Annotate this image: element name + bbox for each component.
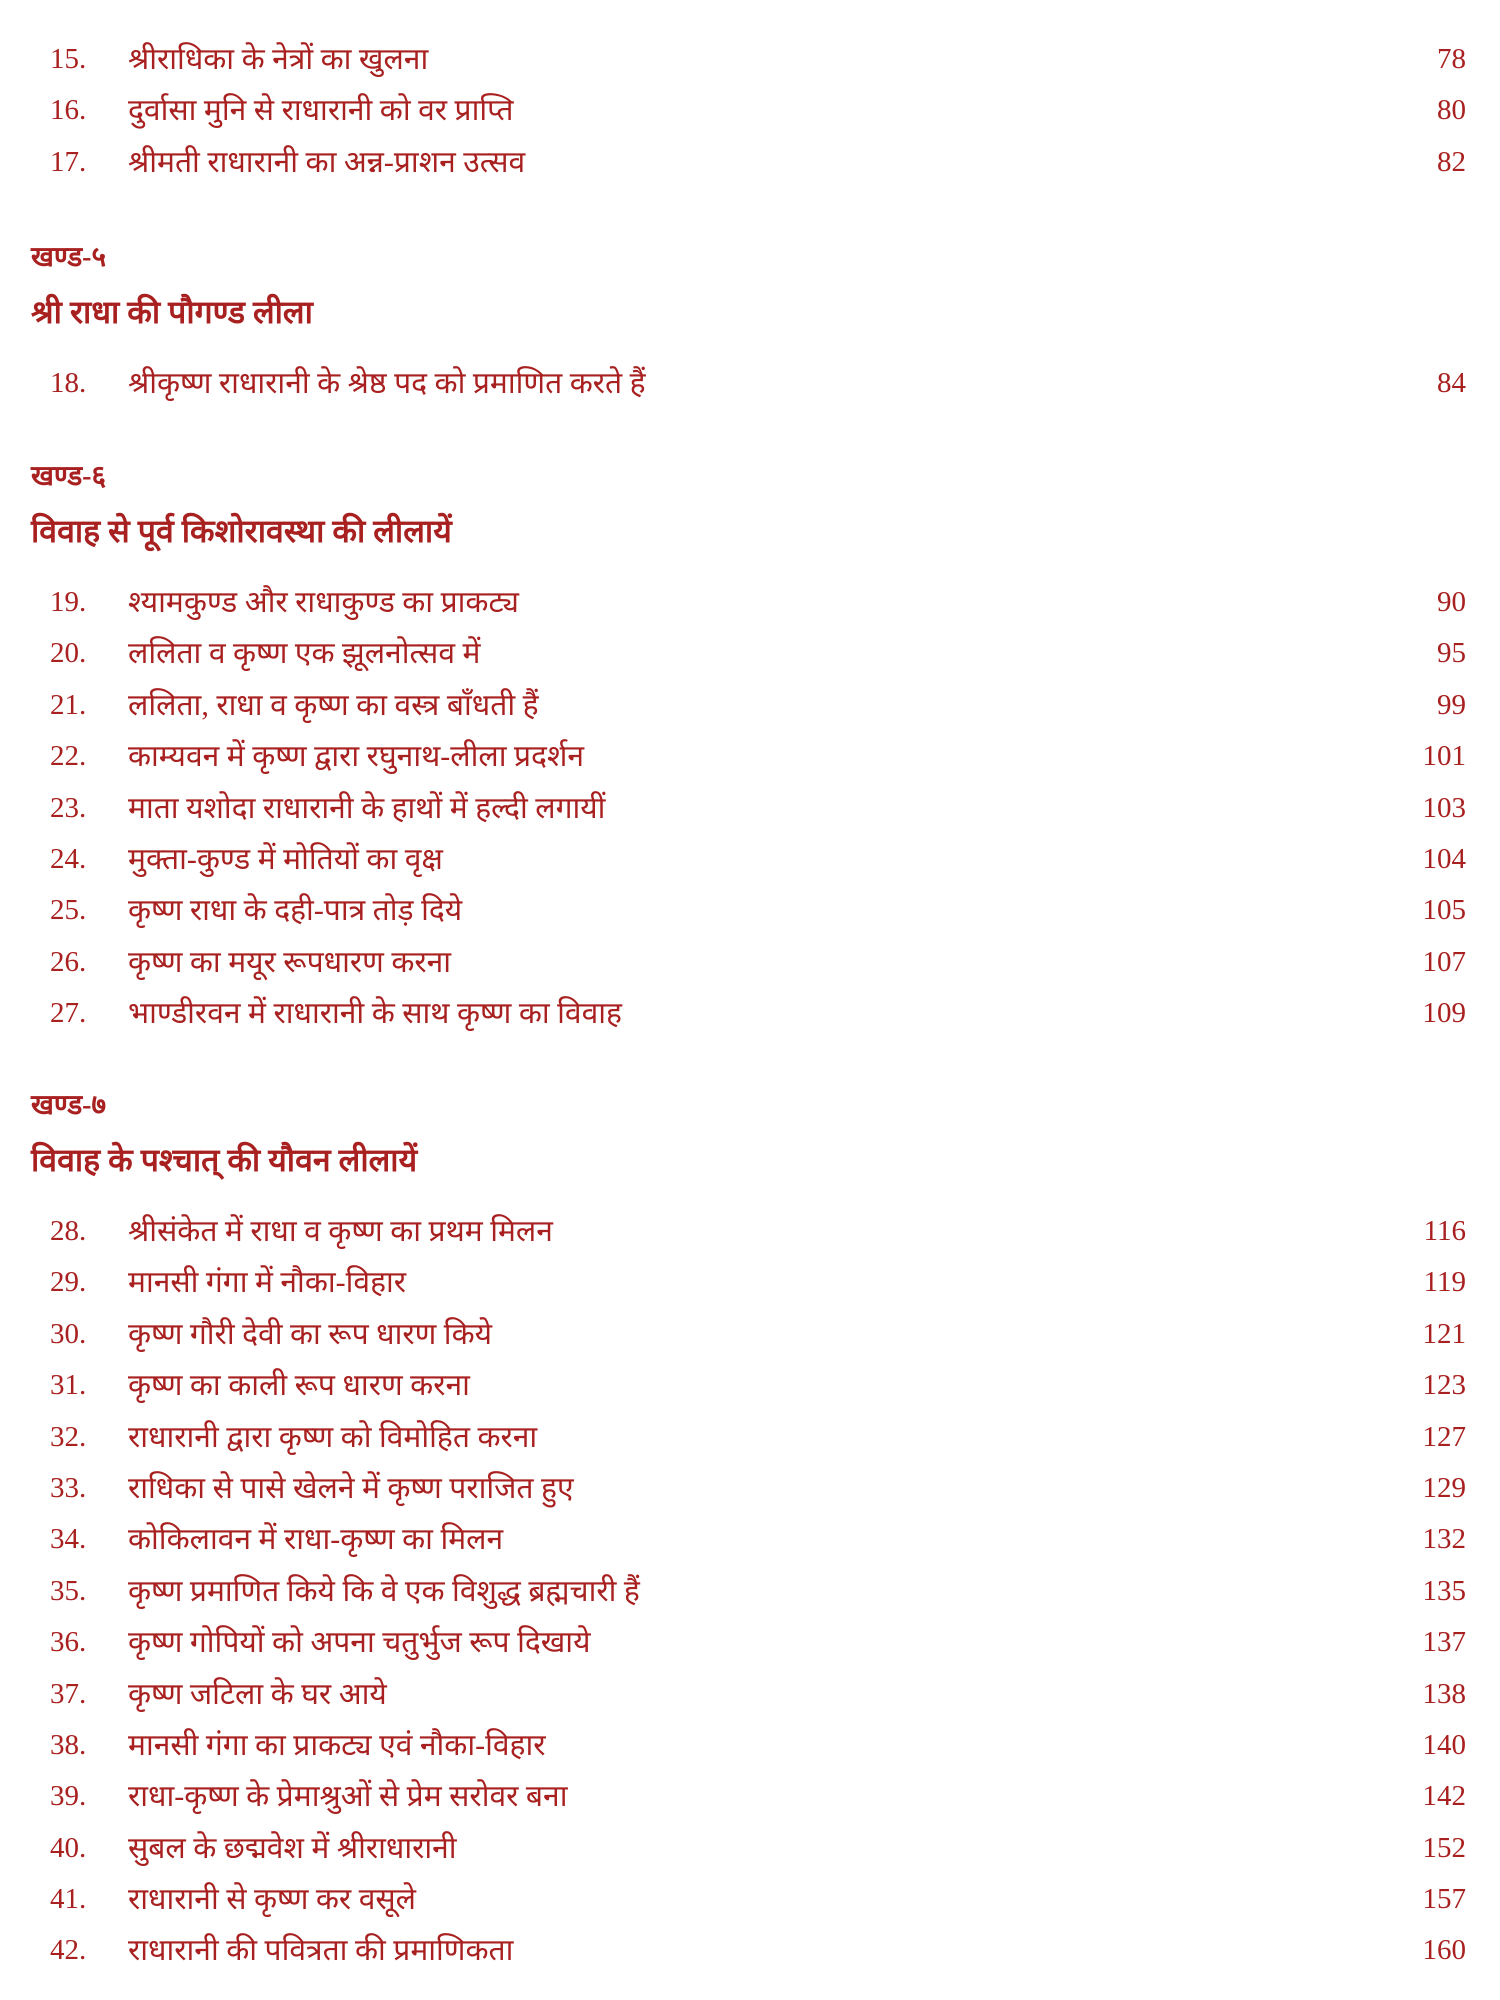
page-number: 105 (1422, 894, 1466, 927)
toc-entry (0, 1925, 1500, 1976)
toc-section-5 (0, 230, 1500, 409)
entry-title: राधारानी की पवित्रता की प्रमाणिकता (128, 1934, 514, 1968)
entry-number: 28. (50, 1215, 87, 1247)
entry-title: राधारानी से कृष्ण कर वसूले (128, 1883, 416, 1917)
page-number: 137 (1422, 1626, 1466, 1659)
toc-entry (0, 1566, 1500, 1617)
page-number: 107 (1422, 945, 1466, 978)
entry-number: 34. (50, 1523, 87, 1556)
page-number: 84 (1437, 367, 1466, 399)
entry-number: 16. (50, 94, 87, 127)
page-number: 103 (1422, 791, 1466, 824)
entry-title: श्रीमती राधारानी का अन्न-प्राशन उत्सव (128, 145, 526, 179)
entry-title: राधारानी द्वारा कृष्ण को विमोहित करना (128, 1420, 538, 1454)
toc-entry (0, 1771, 1500, 1822)
section-label: खण्ड-७ (31, 1090, 107, 1121)
page-number: 109 (1422, 997, 1466, 1030)
entry-title: श्रीराधिका के नेत्रों का खुलना (128, 43, 429, 76)
entry-title: राधिका से पासे खेलने में कृष्ण पराजित हुए (128, 1471, 574, 1505)
page-number: 152 (1422, 1831, 1466, 1864)
page-number: 78 (1437, 43, 1466, 75)
page-number: 160 (1422, 1934, 1466, 1967)
toc-entry (0, 885, 1500, 936)
entry-title: मुक्ता-कुण्ड में मोतियों का वृक्ष (128, 842, 443, 876)
entry-title: कृष्ण जटिला के घर आये (128, 1677, 387, 1711)
toc-entry (0, 1206, 1500, 1257)
entry-number: 33. (50, 1471, 87, 1504)
page-number: 95 (1437, 637, 1466, 670)
entry-title: कृष्ण गोपियों को अपना चतुर्भुज रूप दिखाये (128, 1626, 591, 1660)
toc-items (0, 358, 1500, 409)
toc-entry (0, 577, 1500, 628)
entry-number: 17. (50, 145, 87, 178)
page-number: 127 (1422, 1420, 1466, 1453)
entry-title: श्रीकृष्ण राधारानी के श्रेष्ठ पद को प्रमाणित करते हैं (128, 367, 646, 400)
page-number: 123 (1422, 1369, 1466, 1402)
page-number: 129 (1422, 1471, 1466, 1504)
entry-number: 36. (50, 1626, 87, 1659)
entry-title: कृष्ण गौरी देवी का रूप धारण किये (128, 1317, 493, 1351)
entry-title: माता यशोदा राधारानी के हाथों में हल्दी लगायीं (128, 791, 606, 825)
entry-number: 22. (50, 740, 87, 773)
entry-title: सुबल के छद्मवेश में श्रीराधारानी (128, 1831, 457, 1865)
entry-number: 21. (50, 688, 87, 721)
toc-entry (0, 1257, 1500, 1308)
toc-entry (0, 137, 1500, 188)
entry-number: 41. (50, 1883, 87, 1916)
toc-entry (0, 1617, 1500, 1668)
entry-number: 39. (50, 1780, 87, 1813)
entry-title: ललिता व कृष्ण एक झूलनोत्सव में (128, 637, 481, 671)
page-number: 80 (1437, 94, 1466, 127)
page-number: 121 (1422, 1317, 1466, 1350)
page-number: 82 (1437, 145, 1466, 178)
toc-entry (0, 358, 1500, 409)
entry-number: 32. (50, 1420, 87, 1453)
toc-entry (0, 834, 1500, 885)
section-label: खण्ड-५ (31, 242, 107, 273)
section-title: श्री राधा की पौगण्ड लीला (31, 294, 313, 330)
toc-section-continued (0, 34, 1500, 188)
entry-number: 26. (50, 945, 87, 978)
toc-entry (0, 731, 1500, 782)
entry-number: 35. (50, 1574, 87, 1607)
toc-entry (0, 1669, 1500, 1720)
entry-title: कृष्ण का मयूर रूपधारण करना (128, 945, 452, 979)
page-number: 101 (1422, 740, 1466, 773)
page-number: 140 (1422, 1728, 1466, 1761)
page-number: 119 (1423, 1266, 1466, 1299)
toc-entry (0, 1720, 1500, 1771)
entry-title: दुर्वासा मुनि से राधारानी को वर प्राप्ति (128, 94, 514, 128)
entry-number: 15. (50, 43, 87, 75)
page-number: 138 (1422, 1677, 1466, 1710)
toc-entry (0, 1412, 1500, 1463)
entry-title: राधा-कृष्ण के प्रेमाश्रुओं से प्रेम सरोवर बना (128, 1780, 568, 1814)
entry-number: 40. (50, 1831, 87, 1864)
entry-number: 27. (50, 997, 87, 1030)
toc-items (0, 34, 1500, 188)
toc-entry (0, 85, 1500, 136)
entry-number: 31. (50, 1369, 87, 1402)
entry-title: श्यामकुण्ड और राधाकुण्ड का प्राकट्य (128, 586, 519, 619)
toc-section-6 (0, 449, 1500, 1040)
entry-title: कृष्ण राधा के दही-पात्र तोड़ दिये (128, 894, 463, 928)
entry-title: कृष्ण का काली रूप धारण करना (128, 1369, 470, 1403)
toc-items (0, 577, 1500, 1040)
toc-entry (0, 1514, 1500, 1565)
entry-number: 29. (50, 1266, 87, 1299)
toc-entry (0, 1823, 1500, 1874)
toc-entry (0, 34, 1500, 85)
toc-entry (0, 1360, 1500, 1411)
entry-number: 25. (50, 894, 87, 927)
entry-number: 38. (50, 1728, 87, 1761)
toc-section-7 (0, 1078, 1500, 1977)
page-number: 135 (1422, 1574, 1466, 1607)
section-label: खण्ड-६ (31, 461, 107, 492)
toc-items (0, 1206, 1500, 1977)
section-title: विवाह से पूर्व किशोरावस्था की लीलायें (31, 513, 452, 549)
toc-entry (0, 628, 1500, 679)
entry-number: 20. (50, 637, 87, 670)
page-number: 99 (1437, 688, 1466, 721)
entry-number: 23. (50, 791, 87, 824)
toc-entry (0, 937, 1500, 988)
toc-entry (0, 988, 1500, 1039)
entry-title: भाण्डीरवन में राधारानी के साथ कृष्ण का विवाह (128, 997, 622, 1031)
entry-title: कोकिलावन में राधा-कृष्ण का मिलन (128, 1523, 504, 1557)
entry-title: मानसी गंगा का प्राकट्य एवं नौका-विहार (128, 1728, 546, 1762)
entry-title: ललिता, राधा व कृष्ण का वस्त्र बाँधती हैं (128, 688, 539, 722)
entry-number: 18. (50, 367, 87, 399)
entry-title: काम्यवन में कृष्ण द्वारा रघुनाथ-लीला प्रदर्शन (128, 740, 585, 774)
toc-entry (0, 1463, 1500, 1514)
page-number: 142 (1422, 1780, 1466, 1813)
entry-title: मानसी गंगा में नौका-विहार (128, 1266, 407, 1300)
toc-entry (0, 1874, 1500, 1925)
entry-number: 30. (50, 1317, 87, 1350)
page-number: 116 (1423, 1215, 1466, 1247)
page-number: 90 (1437, 586, 1466, 618)
entry-number: 42. (50, 1934, 87, 1967)
toc-entry (0, 783, 1500, 834)
entry-number: 37. (50, 1677, 87, 1710)
toc-entry (0, 1309, 1500, 1360)
entry-title: कृष्ण प्रमाणित किये कि वे एक विशुद्ध ब्रह्मचारी हैं (128, 1574, 640, 1608)
entry-number: 19. (50, 586, 87, 618)
entry-number: 24. (50, 842, 87, 875)
page-number: 104 (1422, 842, 1466, 875)
entry-title: श्रीसंकेत में राधा व कृष्ण का प्रथम मिलन (128, 1215, 553, 1248)
toc-entry (0, 680, 1500, 731)
page-number: 132 (1422, 1523, 1466, 1556)
section-title: विवाह के पश्चात् की यौवन लीलायें (31, 1142, 418, 1178)
page-number: 157 (1422, 1883, 1466, 1916)
